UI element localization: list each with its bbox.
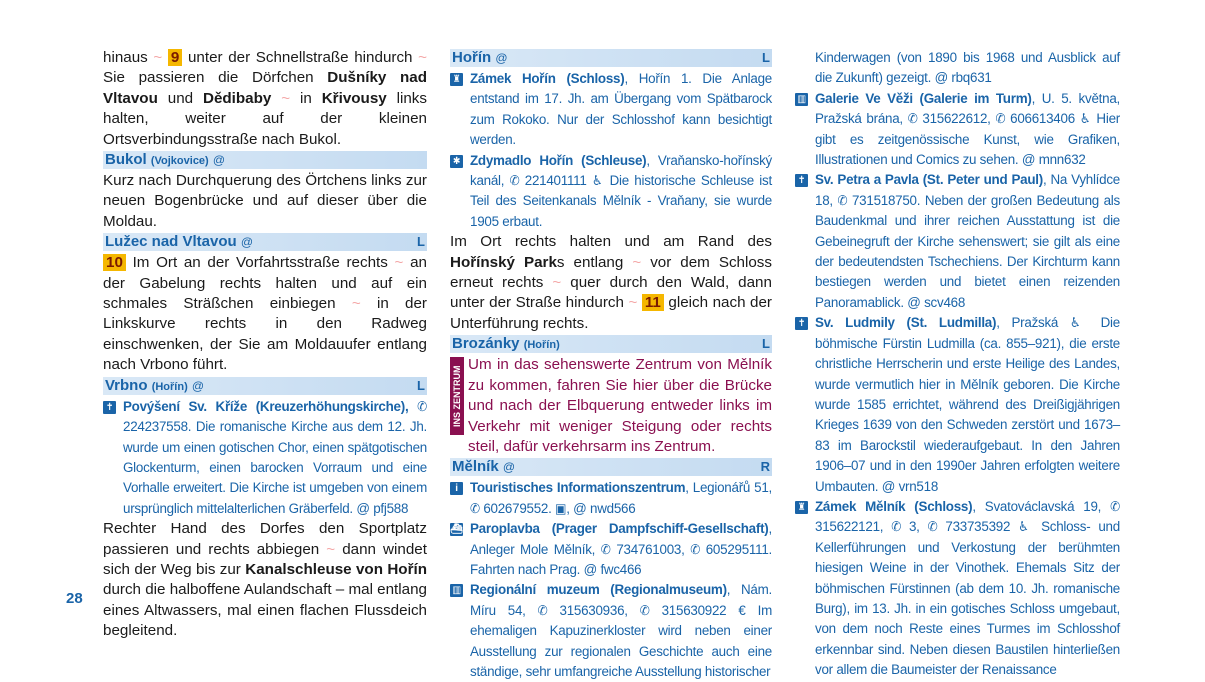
church-icon: ✝ [795,317,808,330]
place-heading-melnik: Mělník @ R [452,458,770,476]
castle-icon: ♜ [450,73,463,86]
column-3 [795,48,1120,681]
phone-icon: ✆ [1110,498,1120,514]
squiggle-icon: ~ [351,295,361,313]
euro-icon: € [738,602,746,618]
place-heading-brozanky: Brozánky (Hořín) L [452,335,770,353]
at-icon: @ [934,70,948,86]
info-icon: i [450,482,463,495]
at-icon: @ [907,294,921,310]
poi-entry: ▥ Galerie Ve Věži (Galerie im Turm), U. 5. května, Pražská brána, ✆ 315622612, ✆ 606613406 ♿ Hier gibt es zeitgenössische Kunst, wie Grafiken, Illustrationen und Comics zu sehen. @ mnn632 [795,89,1120,171]
squiggle-icon: ~ [153,49,163,66]
phone-icon: ✆ [927,519,938,535]
wheelchair-icon: ♿ [1069,315,1089,331]
squiggle-icon: ~ [552,274,562,292]
place-heading-bukol: Bukol (Vojkovice) @ [103,151,427,169]
place-heading-vrbno: Vrbno (Hořín) @ L [105,376,425,394]
place-heading-luzec: Lužec nad Vltavou @ L [105,233,425,251]
poi-entry: i Touristisches Informationszentrum, Legionářů 51, ✆ 602679552. ▣, @ nwd566 [450,478,772,519]
at-icon: @ [502,460,516,475]
poi-entry-continued: Kinderwagen (von 1890 bis 1968 und Ausblick auf die Zukunft) gezeigt. @ rbq631 [815,50,1120,86]
map-icon: ▣ [555,500,567,516]
wheelchair-icon: ♿ [1018,519,1034,535]
route-paragraph: Kurz nach Durchquerung des Örtchens links zur neuen Bogenbrücke und auf dieser über die Moldau. [103,172,427,230]
page-number: 28 [66,590,83,607]
at-icon: @ [583,561,597,577]
poi-entry: ✝ Sv. Ludmily (St. Ludmilla), Pražská ♿ Die böhmische Fürstin Ludmilla (ca. 855–921), die erste christliche Herrscherin und erste Heilige des Landes, wurde vermutlich hier in Mělník geboren. Die Kirche wurde 1585 errichtet, während des Dreißigjährigen Krieges 1639 von den Schweden zerstört und 1673–83 im Barockstil wiederaufgebaut. In den Jahren 1906–07 und in den 1990er Jahren erfolgten weitere Umbauten. @ vrn518 [795,313,1120,497]
ins-zentrum-box [450,355,772,457]
column-2 [450,48,772,682]
phone-icon: ✆ [600,541,611,557]
poi-entry: ♜ Zámek Mělník (Schloss), Svatováclavská 19, ✆ 315622121, ✆ 3, ✆ 733735392 ♿ Schloss- und Kellerführungen und Verkostung der berühmten hiesigen Weine in der Vinothek. Ehemals Sitz der böhmischen Fürstinnen (ab dem 10. Jh. romanische Burg), im 13. Jh. in ein gotisches Schloss umgebaut, von dem noch Reste eines Turmes im Schlosshof erkennbar sind. Neben diesen Baustilen hinterließen vor allem die Baumeister der Renaissance [795,497,1120,681]
squiggle-icon: ~ [394,254,404,272]
phone-icon: ✆ [417,398,427,414]
at-icon: @ [356,500,370,516]
poi-entry: ✱ Zdymadlo Hořín (Schleuse), Vraňansko-hořínský kanál, ✆ 221401111 ♿ Die historische Schleuse ist Teil des Seitenkanals Mělník - Vraňany, sie wurde 1905 erbaut. [450,151,772,233]
route-paragraph: Im Ort rechts halten und am Rand des Hořínský Parks entlang ~ vor dem Schloss erneut rechts ~ quer durch den Wald, dann unter der Straße hindurch ~ 11 gleich nach der Unterführung rechts. [450,233,772,332]
church-icon: ✝ [103,401,116,414]
route-paragraph: hinaus ~ 9 unter der Schnellstraße hindurch ~ Sie passieren die Dörfchen Dušníky nad Vltavou und Dědibaby ~ in Křivousy links halten, weiter auf der kleinen Ortsverbindungsstraße nach Bukol. [103,49,427,148]
squiggle-icon: ~ [326,540,336,558]
phone-icon: ✆ [537,602,548,618]
route-paragraph: 10 Im Ort an der Vorfahrtsstraße rechts ~ an der Gabelung rechts halten und auf ein schmales Sträßchen einbiegen ~ in der Linkskurve rechts in den Radweg einschwenken, der Sie am Moldauufer entlang nach Vrbono führt. [103,254,427,374]
poi-entry: ✝ Sv. Petra a Pavla (St. Peter und Paul), Na Vyhlídce 18, ✆ 731518750. Neben der großen Bedeutung als Baudenkmal und ihrer reichen Ausstattung ist die Gebeinegruft der Kirche sehenswert; sie gilt als eine der bedeutendsten Tschechiens. Der Kirchturm kann bestiegen werden und bietet einen reizenden Panoramablick. @ scv468 [795,170,1120,313]
castle-icon: ♜ [795,501,808,514]
at-icon: @ [212,153,226,168]
poi-entry: ⛴ Paroplavba (Prager Dampfschiff-Gesellschaft), Anleger Mole Mělník, ✆ 734761003, ✆ 605295111. Fahrten nach Prag. @ fwc466 [450,521,772,577]
at-icon: @ [495,51,508,65]
phone-icon: ✆ [891,519,902,535]
at-icon: @ [1021,152,1036,168]
poi-entry: ♜ Zámek Hořín (Schloss), Hořín 1. Die Anlage entstand im 17. Jh. am Übergang vom Spätbarock zum Rokoko. Nur der Schlosshof kann besichtigt werden. [450,69,772,151]
column-1 [103,48,427,642]
ins-zentrum-text: Um in das sehenswerte Zentrum von Mělník zu kommen, fahren Sie hier über die Brücke und nach der Elbquerung entweder links im Verkehr mit weniger Steigung oder rechts steil, dafür verkehrsarm ins Zentrum. [468,356,772,455]
wheelchair-icon: ♿ [1079,111,1092,127]
phone-icon: ✆ [509,173,520,189]
phone-icon: ✆ [907,111,918,127]
church-icon: ✝ [795,174,808,187]
at-icon: @ [881,478,896,494]
star-icon: ✱ [450,155,463,168]
phone-icon: ✆ [639,602,650,618]
route-paragraph: Rechter Hand des Dorfes den Sportplatz passieren und rechts abbiegen ~ dann windet sich der Weg bis zur Kanalschleuse von Hořín durch die halboffene Aulandschaft – mal entlang eines Altwassers, mal einen flachen Flussdeich begleitend. [103,520,427,640]
squiggle-icon: ~ [632,253,642,271]
phone-icon: ✆ [470,500,480,516]
ins-zentrum-tag: INS ZENTRUM [450,357,464,435]
museum-icon: ▥ [450,584,463,597]
waypoint-badge: 11 [642,294,664,311]
at-icon: @ [573,500,587,516]
at-icon: @ [240,235,254,250]
phone-icon: ✆ [995,111,1006,127]
waypoint-badge: 9 [168,49,182,66]
phone-icon: ✆ [690,541,701,557]
squiggle-icon: ~ [281,89,291,107]
poi-entry: ▥ Regionální muzeum (Regionalmuseum), Nám. Míru 54, ✆ 315630936, ✆ 315630922 € Im ehemaligen Kapuzinerkloster wird neben einer Ausstellung zur regionalen Geschichte auch eine ständige, sehr umfangreiche Ausstellung historischer [450,580,772,682]
poi-entry: ✝ Povýšení Sv. Kříže (Kreuzerhöhungskirche), ✆ 224237558. Die romanische Kirche aus dem 12. Jh. wurde um einen gotischen Chor, einen spätgotischen Glockenturm, einen barocken Vorraum und eine Vorhalle erweitert. Die Kirche ist umgeben von einem ursprünglich mittelalterlichen Gräberfeld. @ pfj588 [103,397,427,519]
place-heading-horin: Hořín @ L [452,49,770,66]
squiggle-icon: ~ [628,294,638,312]
waypoint-badge: 10 [103,254,126,271]
squiggle-icon: ~ [418,49,427,66]
ship-icon: ⛴ [450,524,463,536]
wheelchair-icon: ♿ [591,173,605,189]
museum-icon: ▥ [795,93,808,106]
phone-icon: ✆ [837,192,848,208]
at-icon: @ [191,378,205,393]
